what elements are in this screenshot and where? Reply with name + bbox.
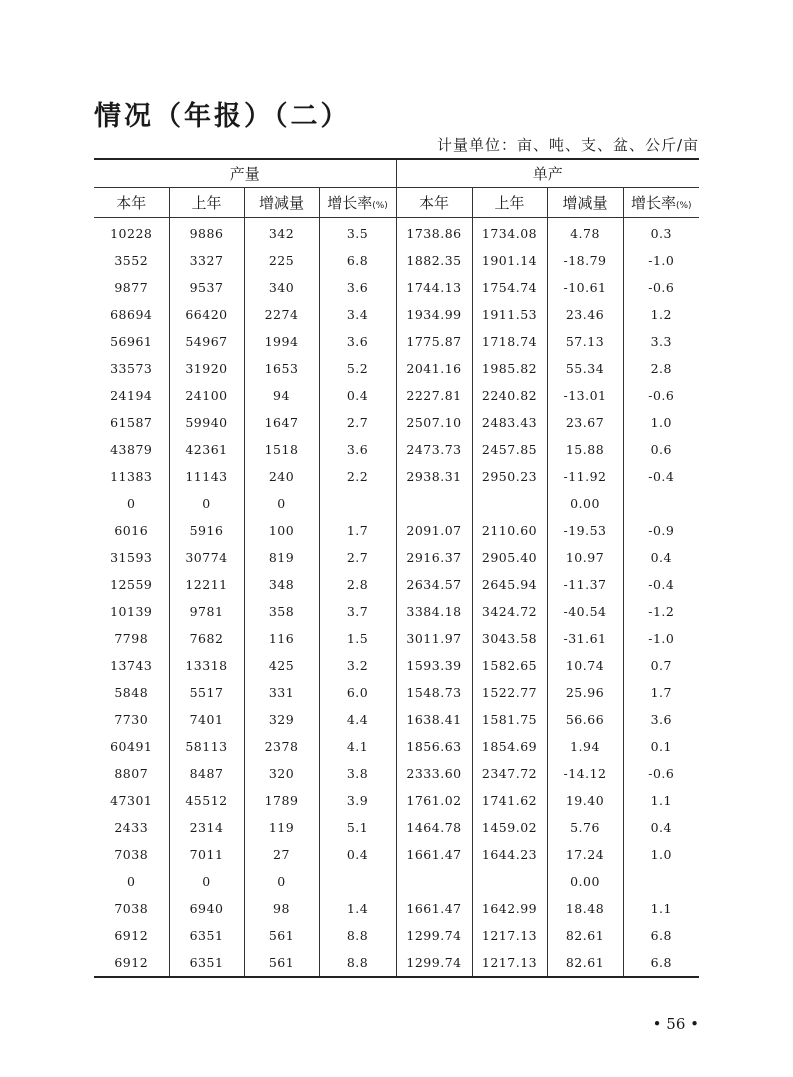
table-cell: 7798 [94, 625, 169, 652]
table-cell: 2110.60 [472, 517, 547, 544]
table-cell: -0.9 [648, 523, 675, 538]
table-cell: 82.61 [547, 922, 623, 949]
table-cell: 1518 [244, 436, 319, 463]
table-cell: 1661.47 [396, 895, 472, 922]
page-title: 情况（年报）（二） [94, 101, 351, 132]
table-cell: 1661.47 [396, 841, 472, 868]
table-cell [623, 490, 699, 517]
table-cell: 68694 [94, 301, 169, 328]
table-cell: 2.7 [319, 409, 396, 436]
table-cell: 331 [244, 679, 319, 706]
table-cell: 60491 [94, 733, 169, 760]
table-cell: 1738.86 [396, 218, 472, 248]
table-cell: 98 [244, 895, 319, 922]
table-cell: 27 [244, 841, 319, 868]
table-cell: 25.96 [547, 679, 623, 706]
table-cell: 23.67 [547, 409, 623, 436]
table-cell: 3.7 [319, 598, 396, 625]
table-row [94, 301, 699, 328]
table-row [94, 382, 699, 409]
table-row [94, 679, 699, 706]
table-cell: 59940 [169, 409, 244, 436]
table-cell: 2.2 [319, 463, 396, 490]
table-cell: 0.4 [650, 550, 672, 565]
table-cell: 0.4 [650, 820, 672, 835]
table-cell: 1.7 [650, 685, 672, 700]
table-cell: 0.3 [650, 226, 672, 241]
table-cell: 33573 [94, 355, 169, 382]
table-cell: 561 [244, 949, 319, 977]
table-cell: 19.40 [547, 787, 623, 814]
table-row [94, 409, 699, 436]
table-cell: -1.0 [648, 253, 675, 268]
table-row [94, 868, 699, 895]
table-cell: 1734.08 [472, 218, 547, 248]
table-cell: 61587 [94, 409, 169, 436]
table-cell [472, 490, 547, 517]
table-row [94, 328, 699, 355]
table-cell: 8487 [169, 760, 244, 787]
table-cell: 2905.40 [472, 544, 547, 571]
table-cell: 819 [244, 544, 319, 571]
table-row [94, 706, 699, 733]
table-cell: 0 [94, 490, 169, 517]
table-cell: 3.5 [319, 218, 396, 248]
table-row [94, 463, 699, 490]
table-cell: 7038 [94, 841, 169, 868]
table-cell: -1.2 [648, 604, 675, 619]
table-cell: 30774 [169, 544, 244, 571]
table-cell: 3384.18 [396, 598, 472, 625]
table-cell: 23.46 [547, 301, 623, 328]
table-row [94, 922, 699, 949]
table-cell: 6351 [169, 922, 244, 949]
table-cell: 6912 [94, 922, 169, 949]
table-cell: 6016 [94, 517, 169, 544]
table-cell: 1985.82 [472, 355, 547, 382]
table-cell: 225 [244, 247, 319, 274]
table-cell: 9886 [169, 218, 244, 248]
table-cell: -13.01 [547, 382, 623, 409]
table-cell: 3.6 [319, 328, 396, 355]
table-cell: 100 [244, 517, 319, 544]
table-cell: 56.66 [547, 706, 623, 733]
table-body [94, 218, 699, 978]
header-group-unit-yield: 单产 [396, 159, 699, 188]
table-cell: -19.53 [547, 517, 623, 544]
header-col-change-2: 增减量 [547, 188, 623, 218]
table-cell: 3.3 [650, 334, 672, 349]
table-cell: 1994 [244, 328, 319, 355]
table-cell: -14.12 [547, 760, 623, 787]
table-cell: 2333.60 [396, 760, 472, 787]
table-cell: 0.4 [319, 382, 396, 409]
table-cell: -0.6 [648, 388, 675, 403]
table-row [94, 625, 699, 652]
table-cell: 82.61 [547, 949, 623, 977]
table-cell: 3011.97 [396, 625, 472, 652]
table-cell: 9537 [169, 274, 244, 301]
table-cell: 6.0 [319, 679, 396, 706]
table-cell: 3552 [94, 247, 169, 274]
table-cell: 8807 [94, 760, 169, 787]
table-row [94, 490, 699, 517]
table-cell: 4.78 [547, 218, 623, 248]
table-cell [396, 490, 472, 517]
table-cell: -10.61 [547, 274, 623, 301]
table-cell: 2938.31 [396, 463, 472, 490]
table-cell: 1522.77 [472, 679, 547, 706]
table-cell: -18.79 [547, 247, 623, 274]
table-cell: 43879 [94, 436, 169, 463]
table-cell: 1744.13 [396, 274, 472, 301]
table-cell: 11383 [94, 463, 169, 490]
table-row [94, 652, 699, 679]
table-cell: 5.2 [319, 355, 396, 382]
table-cell: 342 [244, 218, 319, 248]
table-cell: 1.0 [650, 415, 672, 430]
table-cell: 1.94 [547, 733, 623, 760]
table-row [94, 436, 699, 463]
table-cell: 1789 [244, 787, 319, 814]
table-cell: 2227.81 [396, 382, 472, 409]
table-cell: 1775.87 [396, 328, 472, 355]
table-cell: 2457.85 [472, 436, 547, 463]
table-row [94, 517, 699, 544]
table-cell: 17.24 [547, 841, 623, 868]
table-cell: 348 [244, 571, 319, 598]
table-cell: 1856.63 [396, 733, 472, 760]
table-cell: 5.1 [319, 814, 396, 841]
table-cell: 3.6 [650, 712, 672, 727]
table-cell: 116 [244, 625, 319, 652]
table-cell: 1718.74 [472, 328, 547, 355]
table-cell: 3424.72 [472, 598, 547, 625]
table-row [94, 814, 699, 841]
table-cell: 0.1 [650, 739, 672, 754]
table-cell: 320 [244, 760, 319, 787]
table-row [94, 598, 699, 625]
table-cell: 13318 [169, 652, 244, 679]
table-cell: 2.8 [650, 361, 672, 376]
table-cell: 1854.69 [472, 733, 547, 760]
table-cell: 94 [244, 382, 319, 409]
header-col-change: 增减量 [244, 188, 319, 218]
table-cell: 2634.57 [396, 571, 472, 598]
data-table [94, 158, 699, 978]
table-cell: 425 [244, 652, 319, 679]
table-cell: 0.4 [319, 841, 396, 868]
table-cell: 0 [169, 868, 244, 895]
table-cell: 7011 [169, 841, 244, 868]
table-cell: 1647 [244, 409, 319, 436]
table-cell: 0 [244, 868, 319, 895]
table-row [94, 949, 699, 977]
table-cell: 0.00 [547, 868, 623, 895]
table-cell: 2347.72 [472, 760, 547, 787]
table-cell: 0 [244, 490, 319, 517]
page-number: • 56 • [652, 1015, 699, 1033]
table-cell: 9877 [94, 274, 169, 301]
table-cell: 240 [244, 463, 319, 490]
table-cell: 3.4 [319, 301, 396, 328]
table-cell: 56961 [94, 328, 169, 355]
table-cell: 1.4 [319, 895, 396, 922]
table-cell [396, 868, 472, 895]
table-cell: 3.6 [319, 436, 396, 463]
table-cell: 2041.16 [396, 355, 472, 382]
table-cell: 1548.73 [396, 679, 472, 706]
header-col-last-year: 上年 [169, 188, 244, 218]
table-cell: 1.5 [319, 625, 396, 652]
header-group-row [94, 159, 699, 188]
table-row [94, 841, 699, 868]
table-cell: 3327 [169, 247, 244, 274]
table-cell: 340 [244, 274, 319, 301]
table-cell: 7682 [169, 625, 244, 652]
table-cell: 7730 [94, 706, 169, 733]
table-cell [472, 868, 547, 895]
table-cell: -1.0 [648, 631, 675, 646]
table-cell: 11143 [169, 463, 244, 490]
header-col-rate-2: 增长率(%) [623, 188, 699, 218]
table-row [94, 895, 699, 922]
table-cell: -0.6 [648, 766, 675, 781]
header-column-row [94, 188, 699, 218]
table-row [94, 787, 699, 814]
table-cell: 2507.10 [396, 409, 472, 436]
table-cell: 42361 [169, 436, 244, 463]
table-cell: 1217.13 [472, 922, 547, 949]
table-cell: 1.7 [319, 517, 396, 544]
table-cell: 2240.82 [472, 382, 547, 409]
table-cell: -0.4 [648, 469, 675, 484]
table-row [94, 247, 699, 274]
table-cell: 1217.13 [472, 949, 547, 977]
table-cell: 1754.74 [472, 274, 547, 301]
table-cell: 66420 [169, 301, 244, 328]
table-cell: 2645.94 [472, 571, 547, 598]
table-cell: 6940 [169, 895, 244, 922]
table-cell: 2091.07 [396, 517, 472, 544]
table-cell: -11.37 [547, 571, 623, 598]
table-cell: 1882.35 [396, 247, 472, 274]
table-cell: 31593 [94, 544, 169, 571]
table-cell: 0.7 [650, 658, 672, 673]
table-cell: 5517 [169, 679, 244, 706]
table-cell: 329 [244, 706, 319, 733]
table-cell: 1464.78 [396, 814, 472, 841]
table-cell: 6351 [169, 949, 244, 977]
table-cell: 1582.65 [472, 652, 547, 679]
table-cell: 3043.58 [472, 625, 547, 652]
header-col-last-year-2: 上年 [472, 188, 547, 218]
table-cell [623, 868, 699, 895]
table-cell: 7401 [169, 706, 244, 733]
table-cell: 6.8 [319, 247, 396, 274]
table-cell: 58113 [169, 733, 244, 760]
table-cell: 2.7 [319, 544, 396, 571]
table-cell: 2916.37 [396, 544, 472, 571]
table-cell: -0.4 [648, 577, 675, 592]
table-row [94, 355, 699, 382]
table-cell: -40.54 [547, 598, 623, 625]
table-cell: 1581.75 [472, 706, 547, 733]
table-cell: 2473.73 [396, 436, 472, 463]
table-cell: 10139 [94, 598, 169, 625]
table-cell: 4.1 [319, 733, 396, 760]
table-cell: 1934.99 [396, 301, 472, 328]
table-cell: 3.8 [319, 760, 396, 787]
table-cell: 3.2 [319, 652, 396, 679]
table-cell: 2483.43 [472, 409, 547, 436]
table-cell: 54967 [169, 328, 244, 355]
table-cell: 2314 [169, 814, 244, 841]
header-group-yield: 产量 [94, 159, 396, 188]
table-cell: 2274 [244, 301, 319, 328]
header-col-rate: 增长率(%) [319, 188, 396, 218]
table-cell: 0 [94, 868, 169, 895]
table-cell: 24194 [94, 382, 169, 409]
table-cell [319, 868, 396, 895]
table-cell: 3.9 [319, 787, 396, 814]
table-cell: 1299.74 [396, 922, 472, 949]
table-cell: 0 [169, 490, 244, 517]
table-cell: -11.92 [547, 463, 623, 490]
table-cell: 6.8 [650, 955, 672, 970]
table-cell: 13743 [94, 652, 169, 679]
table-cell: 47301 [94, 787, 169, 814]
table-cell: 45512 [169, 787, 244, 814]
table-cell: -31.61 [547, 625, 623, 652]
table-cell: 0.00 [547, 490, 623, 517]
table-cell: 1299.74 [396, 949, 472, 977]
table-cell: 1644.23 [472, 841, 547, 868]
table-cell: 12211 [169, 571, 244, 598]
table-cell: -0.6 [648, 280, 675, 295]
table-cell: 6.8 [650, 928, 672, 943]
table-row [94, 274, 699, 301]
table-cell: 24100 [169, 382, 244, 409]
header-col-this-year-2: 本年 [396, 188, 472, 218]
table-cell: 5.76 [547, 814, 623, 841]
table-cell: 10.97 [547, 544, 623, 571]
table-cell: 2.8 [319, 571, 396, 598]
table-cell: 1741.62 [472, 787, 547, 814]
table-cell: 1.2 [650, 307, 672, 322]
table-cell: 10.74 [547, 652, 623, 679]
table-cell: 0.6 [650, 442, 672, 457]
table-cell: 5848 [94, 679, 169, 706]
table-cell: 9781 [169, 598, 244, 625]
table-cell: 3.6 [319, 274, 396, 301]
table-cell: 1.1 [650, 901, 672, 916]
table-cell: 561 [244, 922, 319, 949]
table-cell: 1638.41 [396, 706, 472, 733]
table-cell: 1901.14 [472, 247, 547, 274]
table-cell: 7038 [94, 895, 169, 922]
table-cell: 55.34 [547, 355, 623, 382]
header-col-this-year: 本年 [94, 188, 169, 218]
table-row [94, 571, 699, 598]
table-cell: 1593.39 [396, 652, 472, 679]
table-cell: 1459.02 [472, 814, 547, 841]
table-cell: 1.0 [650, 847, 672, 862]
table-cell: 2433 [94, 814, 169, 841]
table-cell: 2950.23 [472, 463, 547, 490]
table-cell: 1.1 [650, 793, 672, 808]
table-cell: 18.48 [547, 895, 623, 922]
table-cell: 31920 [169, 355, 244, 382]
table-cell: 119 [244, 814, 319, 841]
table-cell: 1761.02 [396, 787, 472, 814]
table-cell: 10228 [94, 218, 169, 248]
table-cell: 57.13 [547, 328, 623, 355]
table-cell: 8.8 [319, 922, 396, 949]
table-row [94, 733, 699, 760]
table-cell: 6912 [94, 949, 169, 977]
table-cell: 5916 [169, 517, 244, 544]
table-cell: 358 [244, 598, 319, 625]
unit-label: 计量单位：亩、吨、支、盆、公斤/亩 [436, 136, 699, 154]
table-cell: 2378 [244, 733, 319, 760]
table-cell: 1653 [244, 355, 319, 382]
table-cell: 4.4 [319, 706, 396, 733]
table-cell: 15.88 [547, 436, 623, 463]
table-row [94, 760, 699, 787]
table-cell: 1642.99 [472, 895, 547, 922]
table-row [94, 218, 699, 248]
table-cell: 1911.53 [472, 301, 547, 328]
table-cell: 12559 [94, 571, 169, 598]
table-cell [319, 490, 396, 517]
table-cell: 8.8 [319, 949, 396, 977]
table-row [94, 544, 699, 571]
